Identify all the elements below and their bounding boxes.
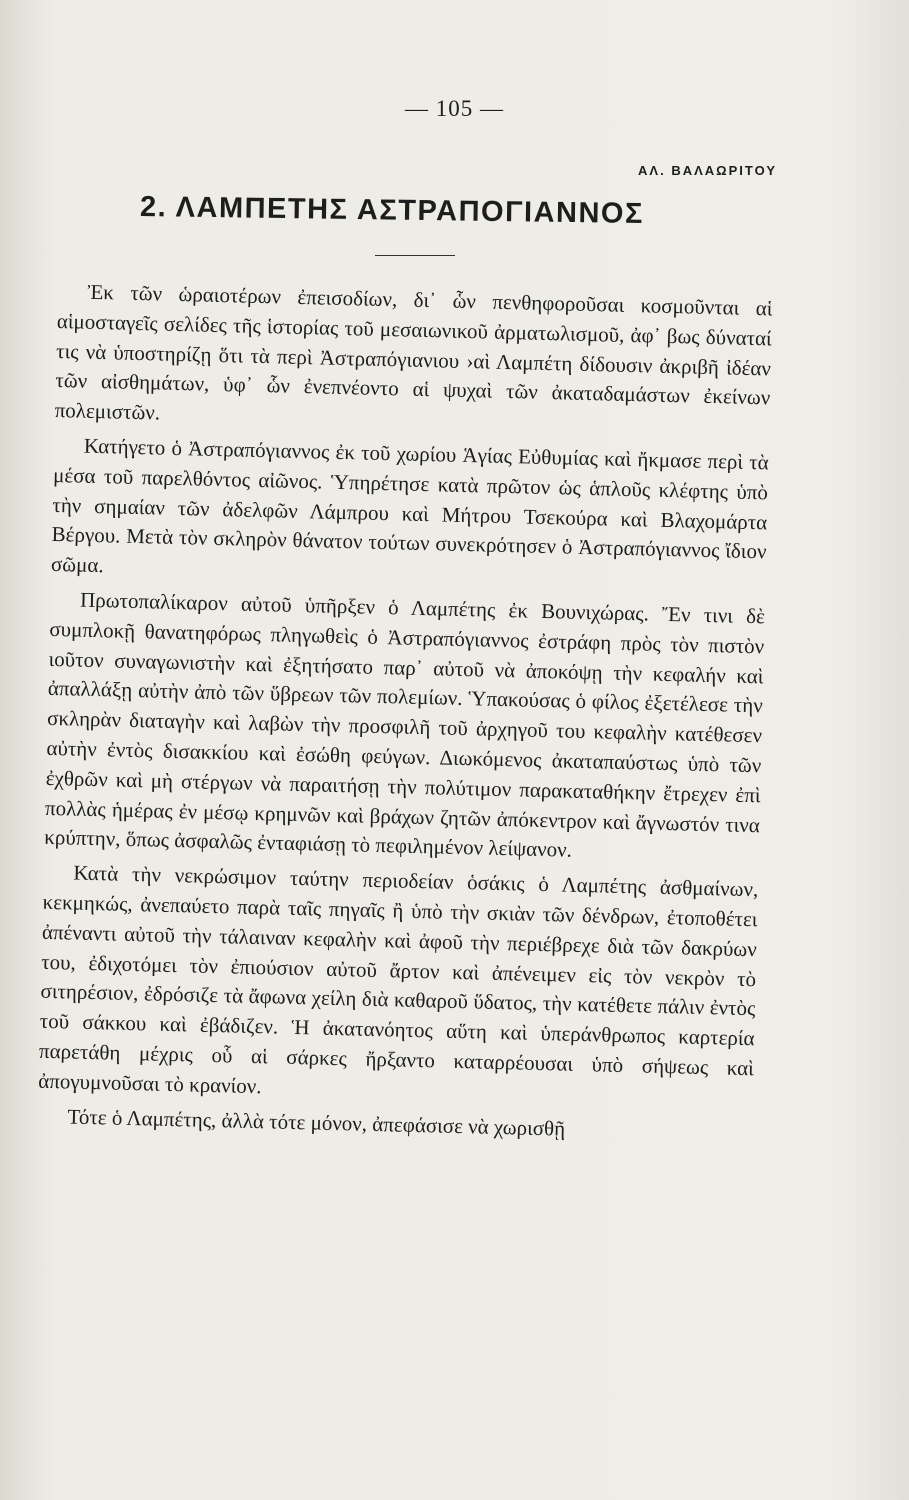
section-title: 2. ΛΑΜΠΕΤΗΣ ΑΣΤΡΑΠΟΓΙΑΝΝΟΣ	[139, 191, 645, 231]
author-attribution: ΑΛ. ΒΑΛΑΩΡΙΤΟΥ	[638, 163, 777, 178]
paragraph: Ἐκ τῶν ὡραιοτέρων ἐπεισοδίων, δι᾽ ὧν πενθηφοροῦσαι κοσμοῦνται αἱ αἱμοσταγεῖς σελίδες τῆς ἱστορίας τοῦ μεσαιωνικοῦ ἀρματωλισμοῦ, ἀφ᾽ βως δύναταί τις νὰ ὑποστηρίζῃ ὅτι τὰ περὶ Ἀστραπόγιανιου ›αὶ Λαμπέτη δίδουσιν ἀκριβῆ ἰδέαν τῶν αἰσθημάτων, ὑφ᾽ ὧν ἐνεπνέοντο αἱ ψυχαὶ τῶν ἀκαταδαμάστων ἐκείνων πολεμιστῶν.	[54, 279, 773, 425]
body-text	[37, 277, 773, 1154]
paragraph: Τότε ὁ Λαμπέτης, ἀλλὰ τότε μόνον, ἀπεφάσισε νὰ χωρισθῇ	[67, 1104, 566, 1141]
paragraph: Πρωτοπαλίκαρον αὐτοῦ ὑπῆρξεν ὁ Λαμπέτης ἐκ Βουνιχώρας. Ἔν τινι δὲ συμπλοκῇ θανατηφόρως πληγωθεὶς ὁ Ἀστραπόγιαννος ἐστράφη πρὸς τὸν πιστὸν ιοῦτον συναγωνιστὴν καὶ ἐξητήσατο παρ᾽ αὐτοῦ νὰ ἀποκόψῃ τὴν κεφαλήν καὶ ἀπαλλάξῃ αὐτὴν ἀπὸ τῶν ὕβρεων τῶν πολεμίων. Ὑπακούσας ὁ φίλος ἐξετέλεσε τὴν σκληρὰν διαταγὴν καὶ λαβὼν τὴν προσφιλῆ τοῦ ἀρχηγοῦ του κεφαλὴν κατέθεσεν αὐτὴν ἐντὸς δισακκίου καὶ ἐσώθη φεύγων. Διωκόμενος ἀκαταπαύστως ὑπὸ τῶν ἐχθρῶν καὶ μὴ στέργων νὰ παραιτήσῃ τὴν πολύτιμον παρακαταθήκην ἔτρεχεν ἐπὶ πολλὰς ἡμέρας ἐν μέσῳ κρημνῶν καὶ βράχων ζητῶν ἀπόκεντρον καὶ ἄγνωστόν τινα κρύπτην, ὅπως ἀσφαλῶς ἐνταφιάσῃ τὸ πεφιλημένον λείψανον.	[44, 587, 766, 863]
paragraph: Κατὰ τὴν νεκρώσιμον ταύτην περιοδείαν ὁσάκις ὁ Λαμπέτης ἀσθμαίνων, κεκμηκώς, ἀνεπαύετο παρὰ ταῖς πηγαῖς ἢ ὑπὸ τὴν σκιὰν τῶν δένδρων, ἐτοποθέτει ἀπέναντι αὐτοῦ τὴν τάλαιναν κεφαλὴν καὶ ἀφοῦ τὴν περιέβρεχε διὰ τῶν δακρύων του, ἐδιχοτόμει τὸν ἐπιούσιον αὐτοῦ ἄρτον καὶ ἀπένειμεν εἰς τὸν νεκρὸν τὸ σιτηρέσιον, ἐδρόσιζε τὰ ἄφωνα χείλη διὰ καθαροῦ ὕδατος, τὴν κατέθετε πάλιν ἐντὸς τοῦ σάκκου καὶ ἐβάδιζεν. Ἡ ἀκατανόητος αὕτη καὶ ὑπεράνθρωπος καρτερία παρετάθη μέχρις οὗ αἱ σάρκες ἤρξαντο καταρρέουσαι ὑπὸ σήψεως καὶ ἀπογυμνοῦσαι τὸ κρανίον.	[38, 860, 759, 1098]
paragraph: Κατήγετο ὁ Ἀστραπόγιαννος ἐκ τοῦ χωρίου Ἁγίας Εὐθυμίας καὶ ἤκμασε περὶ τὰ μέσα τοῦ παρελθόντος αἰῶνος. Ὑπηρέτησε κατὰ πρῶτον ὡς ἁπλοῦς κλέφτης ὑπὸ τὴν σημαίαν τῶν ἀδελφῶν Λάμπρου καὶ Μήτρου Τσεκούρα καὶ Βλαχομάρτα Βέργου. Μετὰ τὸν σκληρὸν θάνατον τούτων συνεκρότησεν ὁ Ἀστραπόγιαννος ἴδιον σῶμα.	[50, 433, 769, 578]
title-divider	[375, 255, 455, 256]
page-number: — 105 —	[405, 96, 504, 121]
